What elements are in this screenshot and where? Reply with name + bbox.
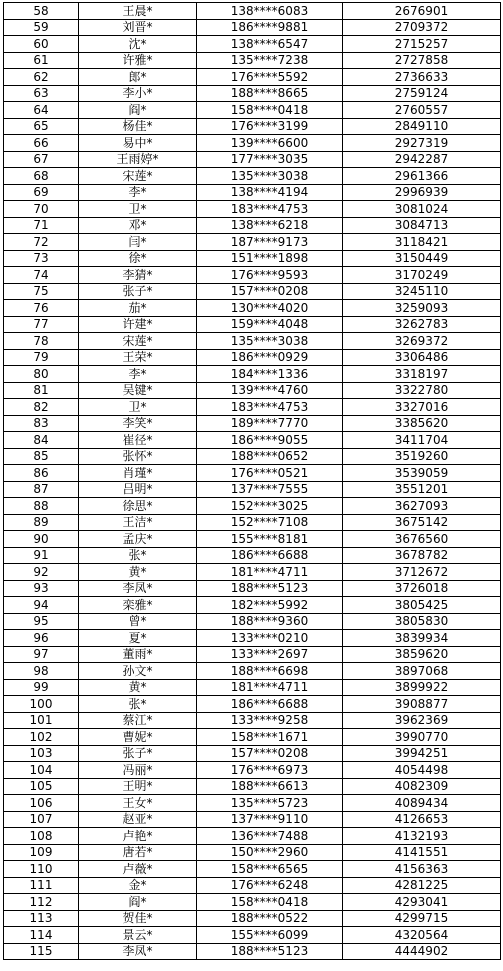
phone-cell: 133****0210 (197, 630, 343, 647)
code-cell: 3676560 (343, 531, 501, 548)
code-cell: 4293041 (343, 894, 501, 911)
table-row (4, 514, 501, 531)
table-row (4, 250, 501, 267)
row-number-cell: 109 (4, 844, 79, 861)
phone-cell: 151****1898 (197, 250, 343, 267)
code-cell: 3539059 (343, 465, 501, 482)
row-number-cell: 61 (4, 52, 79, 69)
row-number-cell: 79 (4, 349, 79, 366)
row-number-cell: 88 (4, 498, 79, 515)
name-cell: 李凤* (79, 943, 197, 960)
code-cell: 2736633 (343, 69, 501, 86)
name-cell: 卫* (79, 201, 197, 218)
table-row (4, 597, 501, 614)
table-row (4, 943, 501, 960)
table-row (4, 828, 501, 845)
row-number-cell: 70 (4, 201, 79, 218)
name-cell: 张怀* (79, 448, 197, 465)
code-cell: 2676901 (343, 3, 501, 20)
table-row (4, 712, 501, 729)
phone-cell: 155****6099 (197, 927, 343, 944)
row-number-cell: 75 (4, 283, 79, 300)
name-cell: 张子* (79, 745, 197, 762)
code-cell: 4444902 (343, 943, 501, 960)
row-number-cell: 86 (4, 465, 79, 482)
name-cell: 李凤* (79, 580, 197, 597)
table-row (4, 283, 501, 300)
row-number-cell: 64 (4, 102, 79, 119)
code-cell: 3805830 (343, 613, 501, 630)
code-cell: 2715257 (343, 36, 501, 53)
code-cell: 4089434 (343, 795, 501, 812)
name-cell: 宋莲* (79, 333, 197, 350)
table-row (4, 696, 501, 713)
name-cell: 王荣* (79, 349, 197, 366)
phone-cell: 188****5123 (197, 580, 343, 597)
table-row (4, 3, 501, 20)
code-cell: 3908877 (343, 696, 501, 713)
phone-cell: 181****4711 (197, 564, 343, 581)
table-row (4, 646, 501, 663)
row-number-cell: 82 (4, 399, 79, 416)
table-row (4, 910, 501, 927)
name-cell: 茄* (79, 300, 197, 317)
table-row (4, 564, 501, 581)
table-row (4, 234, 501, 251)
code-cell: 3259093 (343, 300, 501, 317)
code-cell: 3327016 (343, 399, 501, 416)
code-cell: 3726018 (343, 580, 501, 597)
phone-cell: 135****5723 (197, 795, 343, 812)
row-number-cell: 113 (4, 910, 79, 927)
name-cell: 王女* (79, 795, 197, 812)
code-cell: 3170249 (343, 267, 501, 284)
name-cell: 宋莲* (79, 168, 197, 185)
name-cell: 董雨* (79, 646, 197, 663)
table-row (4, 778, 501, 795)
name-cell: 吕明* (79, 481, 197, 498)
row-number-cell: 85 (4, 448, 79, 465)
name-cell: 易中* (79, 135, 197, 152)
code-cell: 3262783 (343, 316, 501, 333)
phone-cell: 176****3199 (197, 118, 343, 135)
name-cell: 张子* (79, 283, 197, 300)
table-row (4, 795, 501, 812)
row-number-cell: 110 (4, 861, 79, 878)
phone-cell: 139****6600 (197, 135, 343, 152)
table-row (4, 349, 501, 366)
row-number-cell: 101 (4, 712, 79, 729)
name-cell: 吴键* (79, 382, 197, 399)
code-cell: 3839934 (343, 630, 501, 647)
row-number-cell: 74 (4, 267, 79, 284)
code-cell: 3084713 (343, 217, 501, 234)
phone-cell: 176****6973 (197, 762, 343, 779)
phone-cell: 139****4760 (197, 382, 343, 399)
name-cell: 栾雅* (79, 597, 197, 614)
name-cell: 王雨婷* (79, 151, 197, 168)
phone-cell: 138****6547 (197, 36, 343, 53)
phone-cell: 158****6565 (197, 861, 343, 878)
table-row (4, 811, 501, 828)
row-number-cell: 104 (4, 762, 79, 779)
table-row (4, 135, 501, 152)
table-row (4, 927, 501, 944)
name-cell: 黄* (79, 679, 197, 696)
row-number-cell: 62 (4, 69, 79, 86)
table-row (4, 102, 501, 119)
table-row (4, 663, 501, 680)
name-cell: 冯丽* (79, 762, 197, 779)
row-number-cell: 92 (4, 564, 79, 581)
phone-cell: 159****4048 (197, 316, 343, 333)
table-row (4, 745, 501, 762)
phone-cell: 135****3038 (197, 333, 343, 350)
name-cell: 王洁* (79, 514, 197, 531)
row-number-cell: 77 (4, 316, 79, 333)
code-cell: 3519260 (343, 448, 501, 465)
name-cell: 许雅* (79, 52, 197, 69)
code-cell: 3269372 (343, 333, 501, 350)
table-row (4, 630, 501, 647)
phone-cell: 184****1336 (197, 366, 343, 383)
phone-cell: 176****9593 (197, 267, 343, 284)
table-row (4, 729, 501, 746)
row-number-cell: 83 (4, 415, 79, 432)
code-cell: 4299715 (343, 910, 501, 927)
phone-cell: 176****0521 (197, 465, 343, 482)
code-cell: 3306486 (343, 349, 501, 366)
row-number-cell: 73 (4, 250, 79, 267)
row-number-cell: 114 (4, 927, 79, 944)
code-cell: 2709372 (343, 19, 501, 36)
row-number-cell: 97 (4, 646, 79, 663)
phone-cell: 135****7238 (197, 52, 343, 69)
data-table (3, 2, 501, 960)
table-row (4, 481, 501, 498)
row-number-cell: 99 (4, 679, 79, 696)
table-row (4, 151, 501, 168)
name-cell: 卢薇* (79, 861, 197, 878)
name-cell: 许建* (79, 316, 197, 333)
phone-cell: 189****7770 (197, 415, 343, 432)
name-cell: 李* (79, 366, 197, 383)
row-number-cell: 105 (4, 778, 79, 795)
code-cell: 3994251 (343, 745, 501, 762)
code-cell: 3675142 (343, 514, 501, 531)
code-cell: 2759124 (343, 85, 501, 102)
table-row (4, 415, 501, 432)
code-cell: 3805425 (343, 597, 501, 614)
name-cell: 卫* (79, 399, 197, 416)
code-cell: 3712672 (343, 564, 501, 581)
phone-cell: 181****4711 (197, 679, 343, 696)
phone-cell: 158****0418 (197, 894, 343, 911)
phone-cell: 133****9258 (197, 712, 343, 729)
code-cell: 2996939 (343, 184, 501, 201)
phone-cell: 182****5992 (197, 597, 343, 614)
phone-cell: 152****7108 (197, 514, 343, 531)
table-row (4, 267, 501, 284)
row-number-cell: 103 (4, 745, 79, 762)
table-row (4, 19, 501, 36)
code-cell: 4126653 (343, 811, 501, 828)
phone-cell: 176****5592 (197, 69, 343, 86)
phone-cell: 188****5123 (197, 943, 343, 960)
phone-cell: 186****0929 (197, 349, 343, 366)
code-cell: 2942287 (343, 151, 501, 168)
table-row (4, 52, 501, 69)
table-row (4, 168, 501, 185)
row-number-cell: 66 (4, 135, 79, 152)
name-cell: 肖瑾* (79, 465, 197, 482)
name-cell: 孟庆* (79, 531, 197, 548)
row-number-cell: 69 (4, 184, 79, 201)
name-cell: 徐* (79, 250, 197, 267)
code-cell: 3551201 (343, 481, 501, 498)
table-row (4, 547, 501, 564)
code-cell: 3245110 (343, 283, 501, 300)
row-number-cell: 95 (4, 613, 79, 630)
code-cell: 4132193 (343, 828, 501, 845)
code-cell: 3859620 (343, 646, 501, 663)
phone-cell: 155****8181 (197, 531, 343, 548)
name-cell: 郎* (79, 69, 197, 86)
row-number-cell: 71 (4, 217, 79, 234)
code-cell: 2849110 (343, 118, 501, 135)
table-body (4, 3, 501, 960)
phone-cell: 188****0652 (197, 448, 343, 465)
row-number-cell: 67 (4, 151, 79, 168)
row-number-cell: 59 (4, 19, 79, 36)
table-row (4, 36, 501, 53)
code-cell: 4141551 (343, 844, 501, 861)
phone-cell: 150****2960 (197, 844, 343, 861)
table-row (4, 366, 501, 383)
code-cell: 4156363 (343, 861, 501, 878)
code-cell: 3150449 (343, 250, 501, 267)
name-cell: 闫* (79, 234, 197, 251)
table-row (4, 432, 501, 449)
name-cell: 徐思* (79, 498, 197, 515)
row-number-cell: 98 (4, 663, 79, 680)
phone-cell: 138****6218 (197, 217, 343, 234)
name-cell: 刘晋* (79, 19, 197, 36)
phone-cell: 188****0522 (197, 910, 343, 927)
row-number-cell: 89 (4, 514, 79, 531)
row-number-cell: 94 (4, 597, 79, 614)
phone-cell: 138****6083 (197, 3, 343, 20)
name-cell: 赵亚* (79, 811, 197, 828)
name-cell: 沈* (79, 36, 197, 53)
name-cell: 唐若* (79, 844, 197, 861)
table-row (4, 861, 501, 878)
table-row (4, 877, 501, 894)
row-number-cell: 80 (4, 366, 79, 383)
name-cell: 贺佳* (79, 910, 197, 927)
name-cell: 金* (79, 877, 197, 894)
table-row (4, 201, 501, 218)
table-row (4, 85, 501, 102)
code-cell: 3990770 (343, 729, 501, 746)
name-cell: 蔡江* (79, 712, 197, 729)
phone-cell: 183****4753 (197, 399, 343, 416)
name-cell: 卢艳* (79, 828, 197, 845)
code-cell: 3322780 (343, 382, 501, 399)
name-cell: 王明* (79, 778, 197, 795)
row-number-cell: 91 (4, 547, 79, 564)
name-cell: 阎* (79, 894, 197, 911)
table-row (4, 531, 501, 548)
table-row (4, 333, 501, 350)
phone-cell: 135****3038 (197, 168, 343, 185)
phone-cell: 177****3035 (197, 151, 343, 168)
code-cell: 3962369 (343, 712, 501, 729)
name-cell: 孙文* (79, 663, 197, 680)
table-row (4, 498, 501, 515)
table-row (4, 184, 501, 201)
table-row (4, 465, 501, 482)
phone-cell: 158****0418 (197, 102, 343, 119)
table-row (4, 217, 501, 234)
name-cell: 张* (79, 696, 197, 713)
phone-cell: 186****6688 (197, 547, 343, 564)
row-number-cell: 58 (4, 3, 79, 20)
code-cell: 3118421 (343, 234, 501, 251)
table-row (4, 762, 501, 779)
name-cell: 曹妮* (79, 729, 197, 746)
row-number-cell: 87 (4, 481, 79, 498)
code-cell: 2927319 (343, 135, 501, 152)
row-number-cell: 107 (4, 811, 79, 828)
row-number-cell: 111 (4, 877, 79, 894)
phone-cell: 188****8665 (197, 85, 343, 102)
name-cell: 李猜* (79, 267, 197, 284)
row-number-cell: 112 (4, 894, 79, 911)
phone-cell: 137****7555 (197, 481, 343, 498)
row-number-cell: 60 (4, 36, 79, 53)
phone-cell: 187****9173 (197, 234, 343, 251)
table-row (4, 448, 501, 465)
phone-cell: 137****9110 (197, 811, 343, 828)
table-row (4, 844, 501, 861)
code-cell: 4082309 (343, 778, 501, 795)
code-cell: 3899922 (343, 679, 501, 696)
row-number-cell: 102 (4, 729, 79, 746)
name-cell: 杨佳* (79, 118, 197, 135)
name-cell: 张* (79, 547, 197, 564)
name-cell: 阎* (79, 102, 197, 119)
table-row (4, 679, 501, 696)
code-cell: 3678782 (343, 547, 501, 564)
row-number-cell: 115 (4, 943, 79, 960)
name-cell: 夏* (79, 630, 197, 647)
row-number-cell: 72 (4, 234, 79, 251)
phone-cell: 158****1671 (197, 729, 343, 746)
phone-cell: 136****7488 (197, 828, 343, 845)
row-number-cell: 78 (4, 333, 79, 350)
name-cell: 景云* (79, 927, 197, 944)
row-number-cell: 90 (4, 531, 79, 548)
name-cell: 崔径* (79, 432, 197, 449)
name-cell: 邓* (79, 217, 197, 234)
table-row (4, 382, 501, 399)
table-row (4, 580, 501, 597)
code-cell: 3897068 (343, 663, 501, 680)
table-row (4, 399, 501, 416)
code-cell: 3411704 (343, 432, 501, 449)
table-row (4, 613, 501, 630)
code-cell: 4320564 (343, 927, 501, 944)
phone-cell: 188****6698 (197, 663, 343, 680)
name-cell: 李* (79, 184, 197, 201)
table-row (4, 69, 501, 86)
phone-cell: 157****0208 (197, 745, 343, 762)
name-cell: 李笑* (79, 415, 197, 432)
table-row (4, 300, 501, 317)
phone-cell: 133****2697 (197, 646, 343, 663)
code-cell: 3081024 (343, 201, 501, 218)
phone-cell: 152****3025 (197, 498, 343, 515)
table-row (4, 316, 501, 333)
row-number-cell: 81 (4, 382, 79, 399)
phone-cell: 186****6688 (197, 696, 343, 713)
table-row (4, 118, 501, 135)
table-row (4, 894, 501, 911)
phone-cell: 186****9881 (197, 19, 343, 36)
code-cell: 3627093 (343, 498, 501, 515)
code-cell: 3318197 (343, 366, 501, 383)
phone-cell: 188****6613 (197, 778, 343, 795)
phone-cell: 130****4020 (197, 300, 343, 317)
phone-cell: 157****0208 (197, 283, 343, 300)
phone-cell: 188****9360 (197, 613, 343, 630)
code-cell: 2727858 (343, 52, 501, 69)
code-cell: 2760557 (343, 102, 501, 119)
name-cell: 李小* (79, 85, 197, 102)
phone-cell: 186****9055 (197, 432, 343, 449)
code-cell: 3385620 (343, 415, 501, 432)
row-number-cell: 93 (4, 580, 79, 597)
row-number-cell: 100 (4, 696, 79, 713)
phone-cell: 183****4753 (197, 201, 343, 218)
row-number-cell: 63 (4, 85, 79, 102)
code-cell: 4281225 (343, 877, 501, 894)
phone-cell: 138****4194 (197, 184, 343, 201)
row-number-cell: 84 (4, 432, 79, 449)
code-cell: 4054498 (343, 762, 501, 779)
phone-cell: 176****6248 (197, 877, 343, 894)
row-number-cell: 65 (4, 118, 79, 135)
row-number-cell: 106 (4, 795, 79, 812)
row-number-cell: 96 (4, 630, 79, 647)
row-number-cell: 68 (4, 168, 79, 185)
row-number-cell: 76 (4, 300, 79, 317)
code-cell: 2961366 (343, 168, 501, 185)
name-cell: 曾* (79, 613, 197, 630)
name-cell: 王晨* (79, 3, 197, 20)
row-number-cell: 108 (4, 828, 79, 845)
name-cell: 黄* (79, 564, 197, 581)
